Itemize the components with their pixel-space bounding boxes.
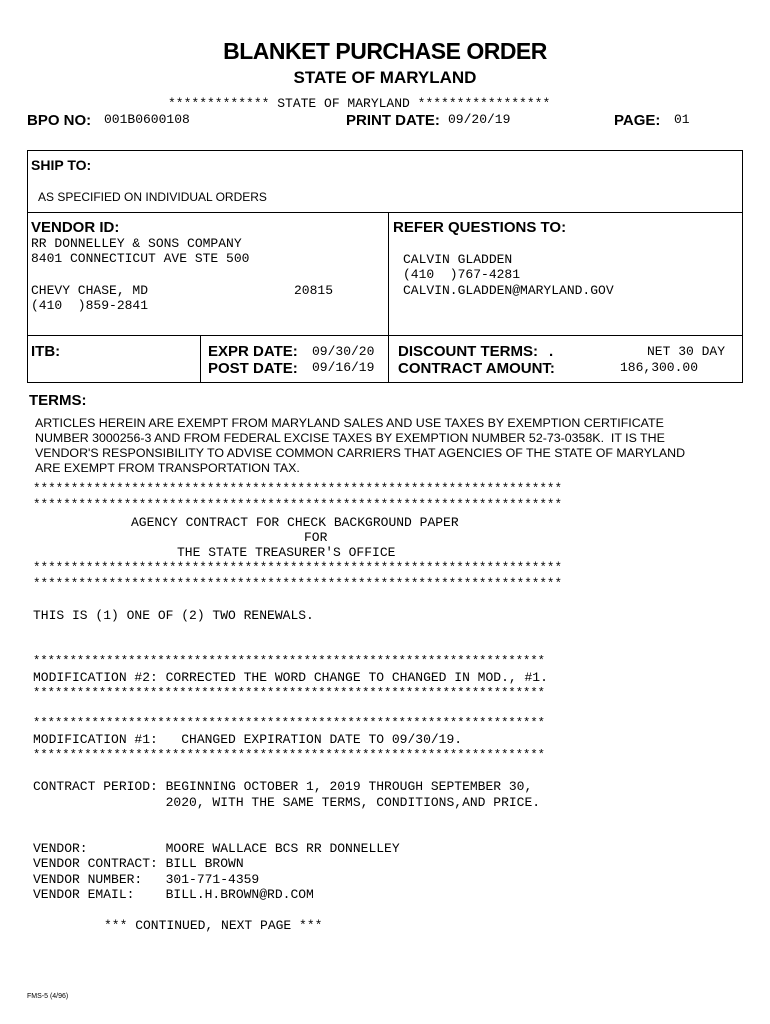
agency-contract-line: FOR (304, 530, 328, 545)
terms-line: ARTICLES HEREIN ARE EXEMPT FROM MARYLAND SALES AND USE TAXES BY EXEMPTION CERTIFICATE (35, 416, 664, 430)
terms-line: ARE EXEMPT FROM TRANSPORTATION TAX. (35, 461, 300, 475)
print-date-label: PRINT DATE: (346, 112, 440, 129)
star-divider: ********************************************************************** (33, 716, 545, 730)
form-id: FMS-5 (4/96) (27, 993, 69, 1000)
vendor-phone: (410 )859-2841 (31, 298, 149, 313)
post-date-value: 09/16/19 (312, 360, 375, 375)
vendor-address: 8401 CONNECTICUT AVE STE 500 (31, 251, 250, 266)
vendor-zip: 20815 (294, 283, 334, 298)
expr-date-value: 09/30/20 (312, 344, 375, 359)
divider (200, 335, 201, 383)
contract-period-line: CONTRACT PERIOD: BEGINNING OCTOBER 1, 2019 THROUGH SEPTEMBER 30, (33, 779, 533, 794)
divider (388, 212, 389, 383)
terms-label: TERMS: (29, 392, 87, 409)
modification-1: MODIFICATION #1: CHANGED EXPIRATION DATE TO 09/30/19. (33, 732, 463, 747)
discount-terms-value: NET 30 DAY (647, 344, 726, 359)
star-divider: ********************************************************************** (33, 561, 563, 575)
print-date-value: 09/20/19 (448, 112, 511, 127)
post-date-label: POST DATE: (208, 360, 298, 377)
bpo-label: BPO NO: (27, 112, 92, 129)
page-subtitle: STATE OF MARYLAND (293, 68, 477, 87)
state-banner: ************* STATE OF MARYLAND ***************** (168, 96, 551, 111)
refer-name: CALVIN GLADDEN (403, 252, 513, 267)
modification-2: MODIFICATION #2: CORRECTED THE WORD CHANGE TO CHANGED IN MOD., #1. (33, 670, 548, 685)
star-divider: ********************************************************************** (33, 748, 545, 762)
star-divider: ********************************************************************** (33, 654, 545, 668)
page-label: PAGE: (614, 112, 661, 129)
star-divider: ********************************************************************** (33, 577, 563, 591)
terms-line: NUMBER 3000256-3 AND FROM FEDERAL EXCISE TAXES BY EXEMPTION NUMBER 52-73-0358K. IT IS THE (35, 431, 665, 445)
renewal-text: THIS IS (1) ONE OF (2) TWO RENEWALS. (33, 608, 314, 623)
divider (27, 335, 743, 336)
vendor-name: RR DONNELLEY & SONS COMPANY (31, 236, 242, 251)
contract-amount-label: CONTRACT AMOUNT: (398, 360, 555, 377)
vendor-info-line: VENDOR NUMBER: 301-771-4359 (33, 872, 260, 887)
bpo-value: 001B0600108 (104, 112, 190, 127)
page-value: 01 (674, 112, 690, 127)
page-title: BLANKET PURCHASE ORDER (223, 38, 547, 64)
star-divider: ********************************************************************** (33, 482, 563, 496)
star-divider: ********************************************************************** (33, 498, 563, 512)
vendor-info-line: VENDOR EMAIL: BILL.H.BROWN@RD.COM (33, 887, 314, 902)
itb-label: ITB: (31, 343, 61, 360)
contract-amount-value: 186,300.00 (620, 360, 699, 375)
ship-to-label: SHIP TO: (31, 157, 92, 173)
continued-notice: *** CONTINUED, NEXT PAGE *** (104, 918, 323, 933)
vendor-info-line: VENDOR: MOORE WALLACE BCS RR DONNELLEY (33, 841, 400, 856)
agency-contract-line: THE STATE TREASURER'S OFFICE (177, 545, 396, 560)
vendor-info-line: VENDOR CONTRACT: BILL BROWN (33, 856, 244, 871)
discount-terms-label: DISCOUNT TERMS: (398, 343, 538, 360)
star-divider: ********************************************************************** (33, 686, 545, 700)
discount-dot: . (549, 343, 554, 360)
divider (27, 212, 743, 213)
vendor-city: CHEVY CHASE, MD (31, 283, 149, 298)
expr-date-label: EXPR DATE: (208, 343, 298, 360)
vendor-id-label: VENDOR ID: (31, 219, 120, 236)
ship-to-box (27, 150, 743, 383)
ship-to-value: AS SPECIFIED ON INDIVIDUAL ORDERS (38, 190, 267, 204)
terms-line: VENDOR'S RESPONSIBILITY TO ADVISE COMMON CARRIERS THAT AGENCIES OF THE STATE OF MARYLAND (35, 446, 686, 460)
refer-questions-label: REFER QUESTIONS TO: (393, 219, 567, 236)
agency-contract-line: AGENCY CONTRACT FOR CHECK BACKGROUND PAPER (131, 515, 459, 530)
refer-email: CALVIN.GLADDEN@MARYLAND.GOV (403, 283, 614, 298)
contract-period-line: 2020, WITH THE SAME TERMS, CONDITIONS,AND PRICE. (33, 795, 541, 810)
refer-phone: (410 )767-4281 (403, 267, 521, 282)
